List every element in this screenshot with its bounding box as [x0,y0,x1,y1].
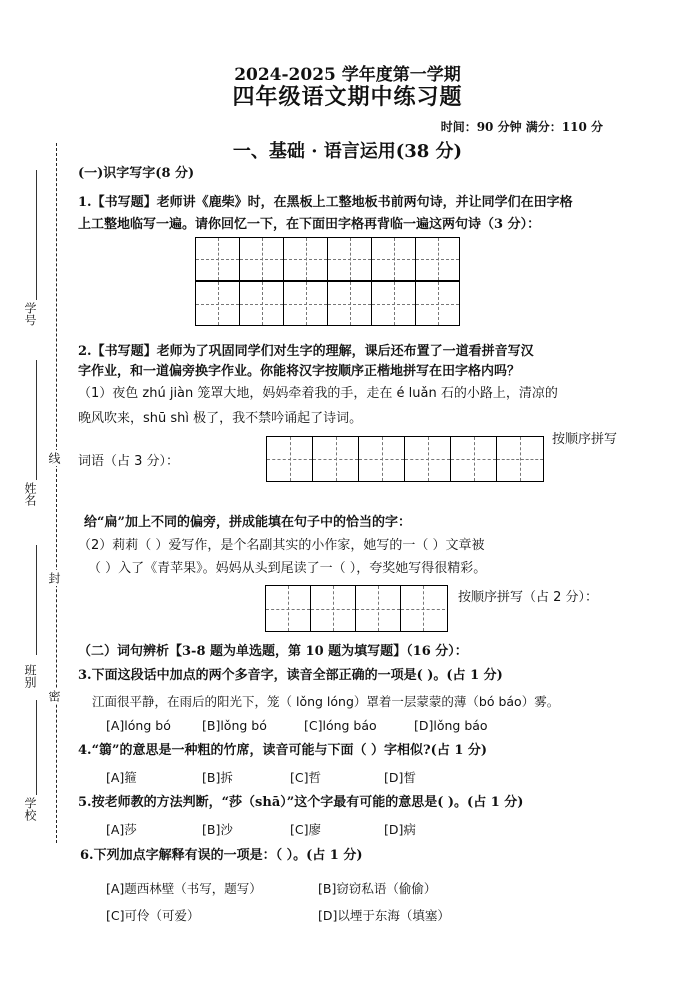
q2-part2-grid[interactable] [265,585,448,632]
seal-char-secret: 密 [47,690,61,702]
subsection-1-title: (一)识字写字(8 分) [78,166,195,181]
class-field-line[interactable] [36,545,37,655]
q5-option-d[interactable]: [D]病 [384,822,416,837]
q2-part1-instruction-left: 词语（占 3 分）： [78,454,180,469]
q6-option-d[interactable]: [D]以堙于东海（填塞） [318,908,450,923]
q6-option-a[interactable]: [A]题西林壁（书写，题写） [106,881,262,896]
q2-bian-instruction: 给“扁”加上不同的偏旁，拼成能填在句子中的恰当的字： [84,515,411,530]
q2-part2-line1: （2）莉莉（ ）爱写作，是个名副其实的小作家，她写的一（ ）文章被 [78,538,485,553]
name-field-line[interactable] [36,360,37,485]
seal-char-line: 线 [47,452,61,464]
label-student-id: 学号 [23,302,37,326]
q4-option-b[interactable]: [B]拆 [202,770,233,785]
q2-part2-line2: （ ）入了《青苹果》。妈妈从头到尾读了一（ ），夸奖她写得很精彩。 [88,561,487,576]
school-year: 2024-2025 学年度第一学期 [234,65,461,85]
q3-option-a[interactable]: [A]lóng bó [106,718,171,733]
q3-passage: 江面很平静，在雨后的阳光下，笼（ lǒng lóng）罩着一层蒙蒙的薄（bó báo）雾。 [92,694,560,709]
time-score-info: 时间：90 分钟 满分：110 分 [440,120,603,134]
q1-grid-row1[interactable] [195,237,460,281]
label-class: 班别 [23,664,37,688]
q4-stem: 4.“篛”的意思是一种粗的竹席，读音可能与下面（ ）字相似?(占 1 分) [78,743,488,758]
q3-option-d[interactable]: [D]lǒng báo [414,718,488,733]
q2-part1-grid[interactable] [266,436,544,482]
id-field-line[interactable] [36,170,37,305]
q6-option-c[interactable]: [C]可伶（可爱） [106,908,200,923]
q5-option-c[interactable]: [C]廖 [290,822,321,837]
school-field-line[interactable] [36,700,37,810]
label-name: 姓名 [23,482,37,506]
q2-line1: 2.【书写题】老师为了巩固同学们对生字的理解，课后还布置了一道看拼音写汉 [78,344,534,359]
q2-part1-instruction-right: 按顺序拼写 [552,432,618,447]
q1-line2: 上工整地临写一遍。请你回忆一下，在下面田字格再背临一遍这两句诗（3 分）： [78,217,541,232]
seal-char-seal: 封 [47,572,61,584]
q2-line2: 字作业，和一道偏旁换字作业。你能将汉字按顺序正楷地拼写在田字格内吗？ [78,364,521,379]
q2-part1-line2: 晚风吹来，shū shì 极了，我不禁吟诵起了诗词。 [78,411,363,426]
q5-option-b[interactable]: [B]沙 [202,822,233,837]
q1-grid-row2[interactable] [195,281,460,326]
q2-part1-line1: （1）夜色 zhú jiàn 笼罩大地，妈妈牵着我的手，走在 é luǎn 石的小路上，清凉的 [78,386,558,401]
q4-option-a[interactable]: [A]箍 [106,770,137,785]
q4-option-d[interactable]: [D]皙 [384,770,416,785]
q3-stem: 3.下面这段话中加点的两个多音字，读音全部正确的一项是( )。(占 1 分) [78,668,503,683]
seal-dashed-line [56,143,57,843]
label-school: 学校 [23,797,37,821]
q6-option-b[interactable]: [B]窃窃私语（偷偷） [318,881,437,896]
subsection-2-title: （二）词句辨析【3-8 题为单选题，第 10 题为填写题】（16 分）： [78,644,468,659]
q1-line1: 1.【书写题】老师讲《鹿柴》时，在黑板上工整地板书前两句诗，并让同学们在田字格 [78,195,573,210]
exam-title: 四年级语文期中练习题 [232,84,463,110]
q5-option-a[interactable]: [A]莎 [106,822,137,837]
q4-option-c[interactable]: [C]哲 [290,770,321,785]
q5-stem: 5.按老师教的方法判断，“莎（shā）”这个字最有可能的意思是( )。(占 1 分) [78,795,524,810]
q6-stem: 6.下列加点字解释有误的一项是：（ ）。(占 1 分) [80,848,363,863]
q3-option-b[interactable]: [B]lǒng bó [202,718,267,733]
q3-option-c[interactable]: [C]lóng báo [304,718,377,733]
section-1-title: 一、基础 · 语言运用(38 分) [232,141,463,162]
q2-part2-instruction: 按顺序拼写（占 2 分）： [458,590,599,605]
